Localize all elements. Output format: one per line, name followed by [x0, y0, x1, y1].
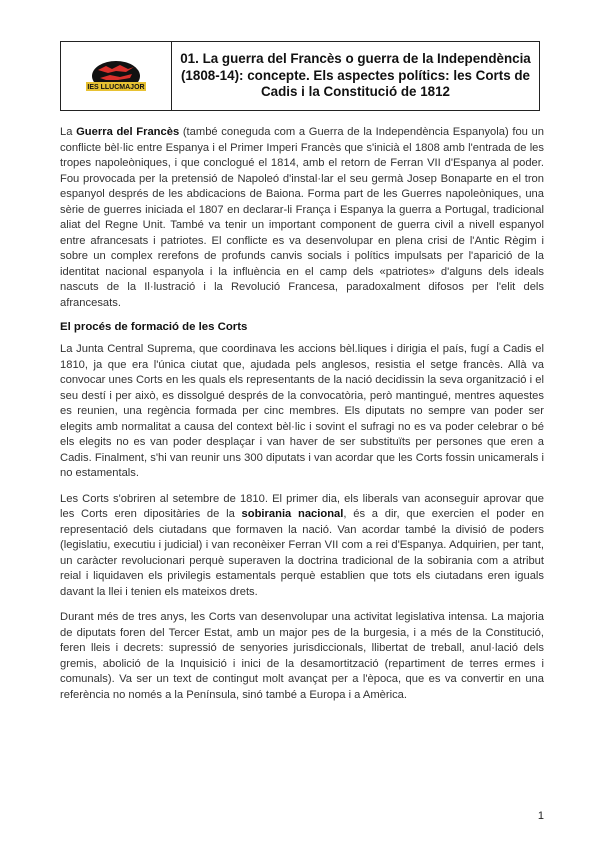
paragraph-3: Durant més de tres anys, les Corts van desenvolupar una activitat legislativa intensa. La majoria de diputats foren del Tercer Estat, amb un major pes de la burgesia, i a més de la Constitució, feren lleis i decrets: supressió de senyories jurisdiccionals, llibertat de treball, anul·lació dels gremis, abolició de la Inquisició i inici de la desamortització (repartiment de terres ermes i comunals). Va ser un text de contingut molt avançat per a l'època, que es va convertir en una referència no només a la Península, sinó també a Europa i a Amèrica. [60, 611, 544, 701]
logo-cell [61, 42, 172, 110]
title-cell [172, 42, 539, 110]
paragraph-2: Les Corts s'obriren al setembre de 1810. El primer dia, els liberals van aconseguir aprovar que les Corts eren dipositàries de la sobirania nacional, és a dir, que exercien el poder en representació dels ciutadans que formaven la nació. Van acordar també la divisió de poders (legislatiu, executiu i judicial) i van reconèixer Ferran VII com a rei d'Espanya. Adquirien, per tant, un caràcter revolucionari perquè superaven la doctrina tradicional de la sobirania com a atribut reial i liquidaven els privilegis estamentals perquè establien que tots els ciutadans eren iguals davant la llei i tenien els mateixos drets. [60, 492, 545, 598]
section-heading: El procés de formació de les Corts [60, 321, 248, 333]
paragraph-1: La Junta Central Suprema, que coordinava les accions bèl.liques i dirigia el país, fugí a Cadis el 1810, ja que era l'única ciutat que, ajudada pels anglesos, resistia el setge francès. Allà va convocar unes Corts en les quals els representants de la nació decidissin la seva organització i el seu destí i per això, es dissolgué després de la convocatòria, però mantingué, mentres aquestes es reunien, una regència formada per cinc membres. Els diputats no sempre van poder ser elegits amb normalitat a causa del context bèl·lic i sovint el sufragi no es va poder celebrar o bé els elegits no es van poder desplaçar i van haver de ser substituïts per persones que eren a Cadis. Finalment, s'hi van reunir uns 300 diputats i van acordar que les Corts fossin unicamerals i no estamentals. [60, 343, 544, 479]
page-number: 1 [537, 810, 544, 822]
document-header [60, 41, 540, 111]
paragraph-2-bold-term: sobirania nacional [241, 508, 344, 520]
intro-bold-term: Guerra del Francès [76, 126, 180, 138]
logo-text: IES LLUCMAJOR [87, 84, 145, 91]
school-logo [76, 56, 156, 96]
intro-paragraph: La Guerra del Francès (també coneguda com a Guerra de la Independència Espanyola) fou un conflicte bèl·lic entre Espanya i el Primer Imperi Francès que s'inicià el 1808 amb l'entrada de les tropes napoleòniques, i que conclogué el 1814, amb el retorn de Ferran VII d'Espanya al poder. Fou provocada per la pretensió de Napoleó d'instal·lar el seu germà Josep Bonaparte en el tron espanyol després de les abdicacions de Baiona. Forma part de les Guerres napoleòniques, una sèrie de guerres iniciada el 1807 en declarar-li França i Espanya la guerra a Portugal, tradicional aliat del Regne Unit. També va tenir un important component de guerra civil a nivell espanyol entre afrancesats i patriotes. El conflicte es va desenvolupar en plena crisi de l'Antic Règim i sobre un complex rerefons de profunds canvis socials i polítics impulsats per l'aparició de la identitat nacional espanyola i la influència en el camp dels «patriotes» d'alguns dels ideals nascuts de la Il·lustració i la Revolució Francesa, paradoxalment difosos per l'elit dels afrancesats. [60, 126, 544, 309]
document-body [60, 125, 544, 713]
page-title: 01. La guerra del Francès o guerra de la Independència (1808-14): concepte. Els aspectes polítics: les Corts de Cadis i la Constitució de 1812 [180, 51, 531, 100]
